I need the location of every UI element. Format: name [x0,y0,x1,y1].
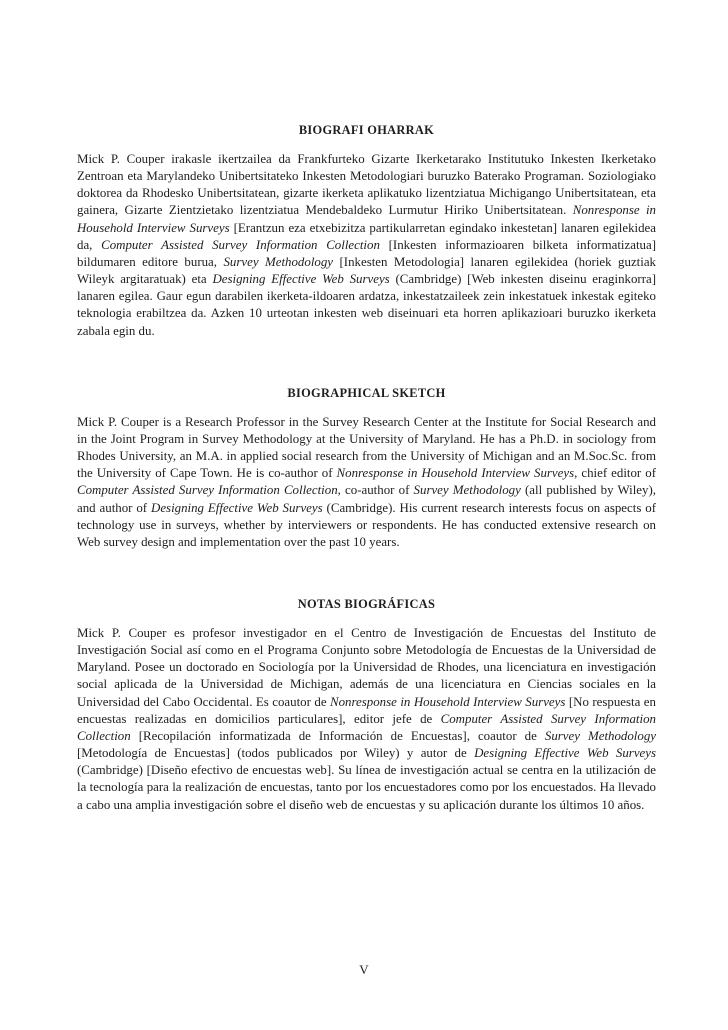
paragraph-text: (Cambridge) [Diseño efectivo de encuestas web]. Su línea de investigación actual se centra en la utilización de la tecnología para la realización de encuestas, tanto por los encuestadores como por los encuestados. Ha llevado a cabo una amplia investigación sobre el diseño web de encuestas y su aplicación durante los últimos 10 años. [77,763,656,812]
italic-title-text: Computer Assisted Survey Information Collection [77,483,338,498]
paragraph-text: [Inkesten informazioaren bilketa informatizatua] bildumaren editore burua, [77,237,656,269]
paragraph-text: , co-author of [337,483,414,498]
section-title: NOTAS BIOGRÁFICAS [297,596,436,611]
italic-title-text: Designing Effective Web Surveys [474,746,656,761]
section-paragraph [77,625,656,814]
paragraph-text: Mick P. Couper es profesor investigador en el Centro de Investigación de Encuestas del Instituto de Investigación Social así como en el Programa Conjunto sobre Metodología de Encuestas de la Universidad de Maryland. Posee un doctorado en Sociología por la Universidad de Rhodes, una licenciatura en investigación social aplicada de la Universidad de Michigan, además de una licenciatura en Ciencias sociales en la Universidad del Cabo Occidental. Es coautor de [77,625,656,709]
italic-title-text: Designing Effective Web Surveys [151,500,323,515]
italic-title-text: Survey Methodology [413,483,521,498]
italic-title-text: Computer Assisted Survey Information Collection [77,711,656,743]
document-body [77,110,656,814]
italic-title-text: Survey Methodology [223,254,334,269]
paragraph-text: (all published by Wiley), and author of [77,483,656,515]
section-paragraph [77,414,656,551]
italic-title-text: Designing Effective Web Surveys [212,272,390,287]
section-biographical-sketch [77,385,656,551]
italic-title-text: Survey Methodology [544,728,657,743]
paragraph-text: [No respuesta en encuestas realizadas en domicilios particulares], editor jefe de [77,694,656,726]
section-biografi-oharrak [77,122,656,340]
paragraph-text: Mick P. Couper irakasle ikertzailea da Frankfurteko Gizarte Ikerketarako Institutuko Inkesten Ikerketako Zentroan eta Marylandeko Unibertsitateko Inkesten Metodologiari buruzko Baterako Programan. Soziologiako doktorea da Rhodesko Unibertsitatean, gizarte ikerketa aplikatuko lizentziatua Michigango Unibertsitatean, eta gainera, Gizarte Zientzietako lizentziatua Mendebaldeko Lurmutur Hiriko Unibertsitatean. [77,152,656,218]
section-title: BIOGRAFI OHARRAK [298,123,435,137]
paragraph-text: [Metodología de Encuestas] (todos publicados por Wiley) y autor de [77,746,475,761]
paragraph-text: Mick P. Couper is a Research Professor in the Survey Research Center at the Institute for Social Research and in the Joint Program in Survey Methodology at the University of Maryland. He has a Ph.D. in sociology from Rhodes University, an M.A. in applied social research from the University of Michigan and an M.Soc.Sc. from the University of Cape Town. He is co-author of [77,414,656,481]
section-title: BIOGRAPHICAL SKETCH [287,385,446,400]
paragraph-text: (Cambridge). His current research interests focus on aspects of technology use in surveys, whether by interviewers or respondents. He has conducted extensive research on Web survey design and implementation over the past 10 years. [77,500,656,549]
section-notas-biograficas [77,596,656,814]
italic-title-text: Nonresponse in Household Interview Surveys [336,466,575,481]
paragraph-text: [Recopilación informatizada de Información de Encuestas], coautor de [130,728,545,743]
paragraph-text: , chief editor of [574,466,656,481]
italic-title-text: Nonresponse in Household Interviеw Surveys [330,694,566,709]
section-paragraph [77,151,656,340]
italic-title-text: Computer Assisted Survey Information Collection [101,237,380,252]
italic-title-text: Nonresponse in Household Interviеw Surveys [77,203,656,235]
paragraph-text: [Inkesten Metodologia] lanaren egilekidea (horiek guztiak Wileyk argitaratuak) eta [77,254,657,287]
paragraph-text: (Cambridge) [Web inkesten diseinu eraginkorra] lanaren egilea. Gaur egun darabilen ikerketa-ildoaren ardatza, inkestatzaileek zein inkestatuek inkestak egiteko teknologia erabiltzea da. Azken 10 urteotan inkesten web diseinuari eta horren aplikazioari buruzko ikerketa zabala egin du. [77,272,656,338]
paragraph-text: [Erantzun eza etxebizitza partikularretan egindako inkestetan] lanaren egilekidea da, [77,220,656,252]
page-number: V [359,962,369,977]
